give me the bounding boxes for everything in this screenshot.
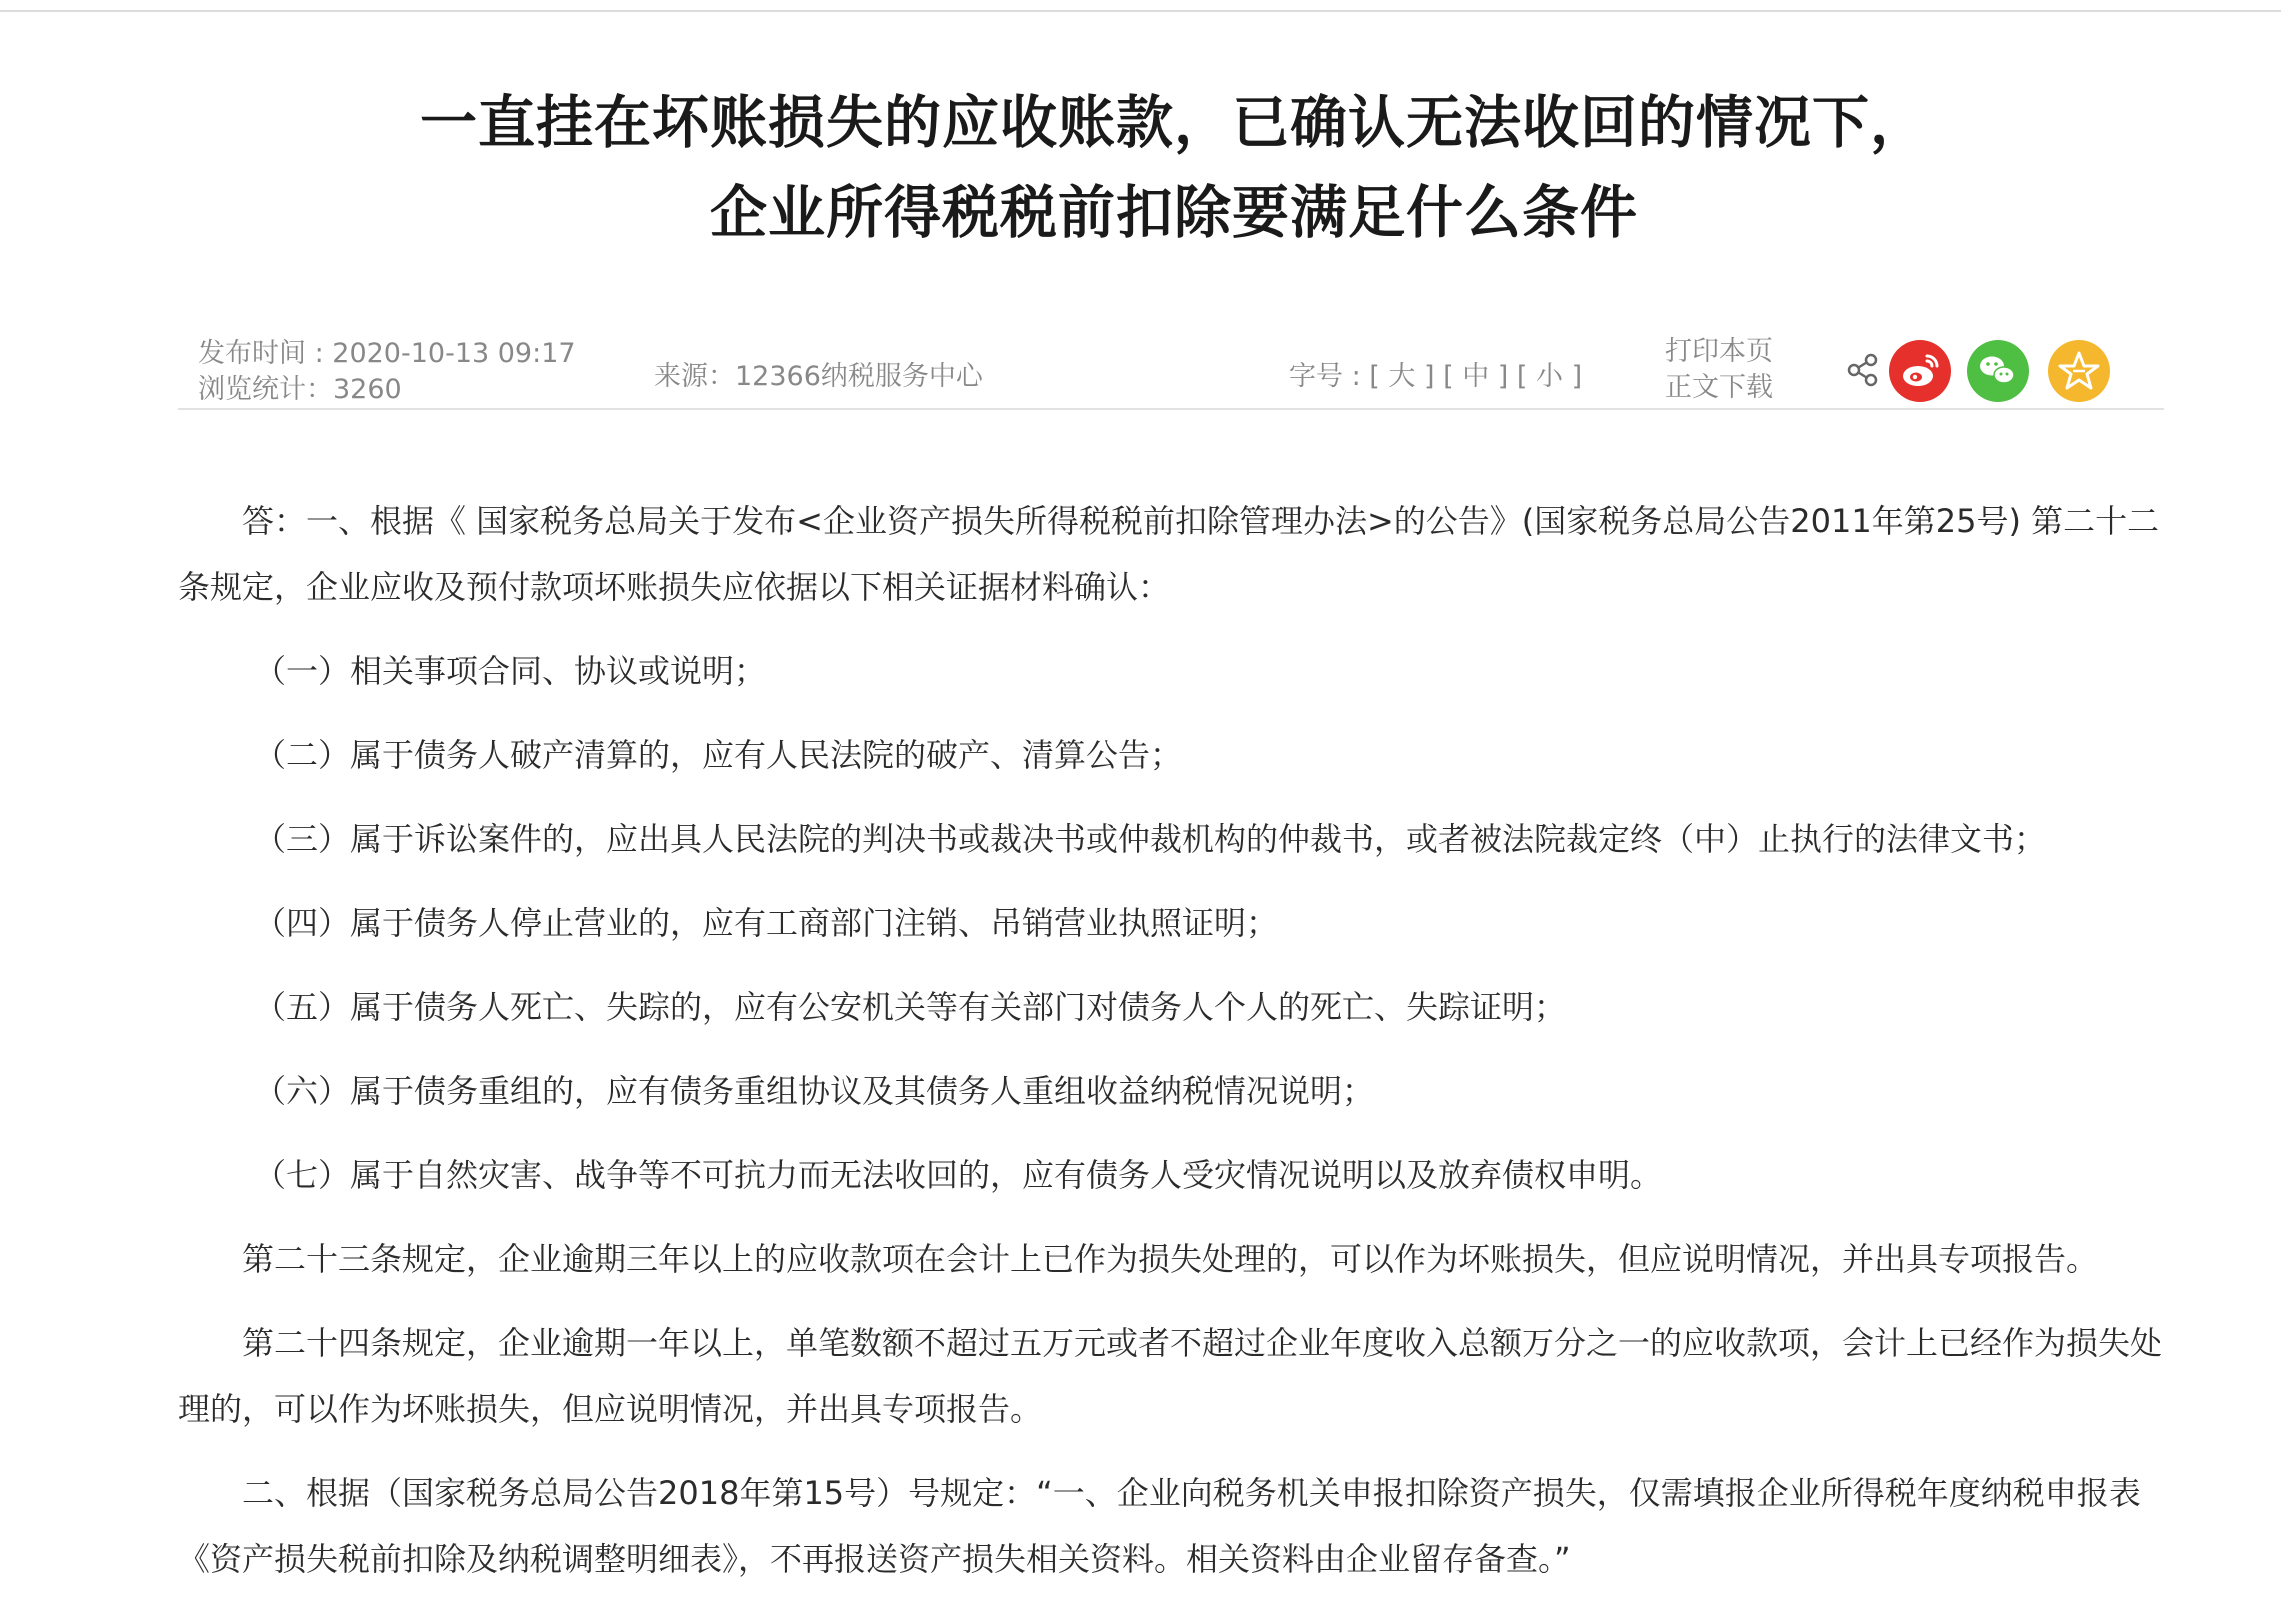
article-tools [1665,334,1773,406]
font-size-label: 字号 : [1289,361,1370,392]
source-label: 来源：12366纳税服务中心 [654,361,983,392]
favorite-star-icon [2048,340,2110,402]
list-item: （二）属于债务人破产清算的，应有人民法院的破产、清算公告； [254,736,1183,774]
list-item: （一）相关事项合同、协议或说明； [254,652,767,690]
list-item: （四）属于债务人停止营业的，应有工商部门注销、吊销营业执照证明； [254,904,1279,942]
download-text-link[interactable]: 正文下载 [1665,372,1773,403]
font-size-large-button[interactable]: [ 大 ] [1369,361,1435,392]
top-border [0,0,2281,12]
list-item: （三）属于诉讼案件的，应出具人民法院的判决书或裁决书或仲裁机构的仲裁书，或者被法院裁定终（中）止执行的法律文书； [254,820,2047,858]
title-line-1: 一直挂在坏账损失的应收账款，已确认无法收回的情况下， [420,90,1928,156]
font-size-switcher [1289,354,1582,393]
wechat-share-button[interactable] [1967,340,2029,402]
paragraph-section-two: 二、根据（国家税务总局公告2018年第15号）号规定：“一、企业向税务机关申报扣除资产损失，仅需填报企业所得税年度纳税申报表《资产损失税前扣除及纳税调整明细表》，不再报送资产损失相关资料。相关资料由企业留存备查。” [178,1474,2141,1578]
paragraph-answer-intro: 答：一、根据《 国家税务总局关于发布<企业资产损失所得税税前扣除管理办法>的公告》(国家税务总局公告2011年第25号) 第二十二条规定，企业应收及预付款项坏账损失应依据以下相关证据材料确认： [178,502,2160,606]
font-size-small-button[interactable]: [ 小 ] [1516,361,1583,392]
article-title [174,78,2174,258]
publish-info [198,336,576,408]
publish-time: 发布时间 : 2020-10-13 09:17 [198,338,576,369]
view-count: 浏览统计：3260 [198,374,402,405]
weibo-share-button[interactable] [1889,340,1951,402]
paragraph-article-23: 第二十三条规定，企业逾期三年以上的应收款项在会计上已作为损失处理的，可以作为坏账损失，但应说明情况，并出具专项报告。 [242,1240,2099,1278]
favorite-button[interactable] [2048,340,2110,402]
paragraph-article-24: 第二十四条规定，企业逾期一年以上，单笔数额不超过五万元或者不超过企业年度收入总额万分之一的应收款项，会计上已经作为损失处理的，可以作为坏账损失，但应说明情况，并出具专项报告。 [178,1324,2163,1428]
wechat-icon [1967,340,2029,402]
list-item: （五）属于债务人死亡、失踪的，应有公安机关等有关部门对债务人个人的死亡、失踪证明； [254,988,1567,1026]
article-body [178,488,2164,1610]
list-item: （六）属于债务重组的，应有债务重组协议及其债务人重组收益纳税情况说明； [254,1072,1375,1110]
weibo-icon [1889,340,1951,402]
share-icon[interactable] [1845,352,1881,388]
title-line-2: 企业所得税税前扣除要满足什么条件 [710,180,1638,246]
list-item: （七）属于自然灾害、战争等不可抗力而无法收回的，应有债务人受灾情况说明以及放弃债权申明。 [254,1156,1663,1194]
article-meta-bar [178,330,2164,410]
print-page-link[interactable]: 打印本页 [1665,336,1773,367]
font-size-medium-button[interactable]: [ 中 ] [1443,361,1509,392]
